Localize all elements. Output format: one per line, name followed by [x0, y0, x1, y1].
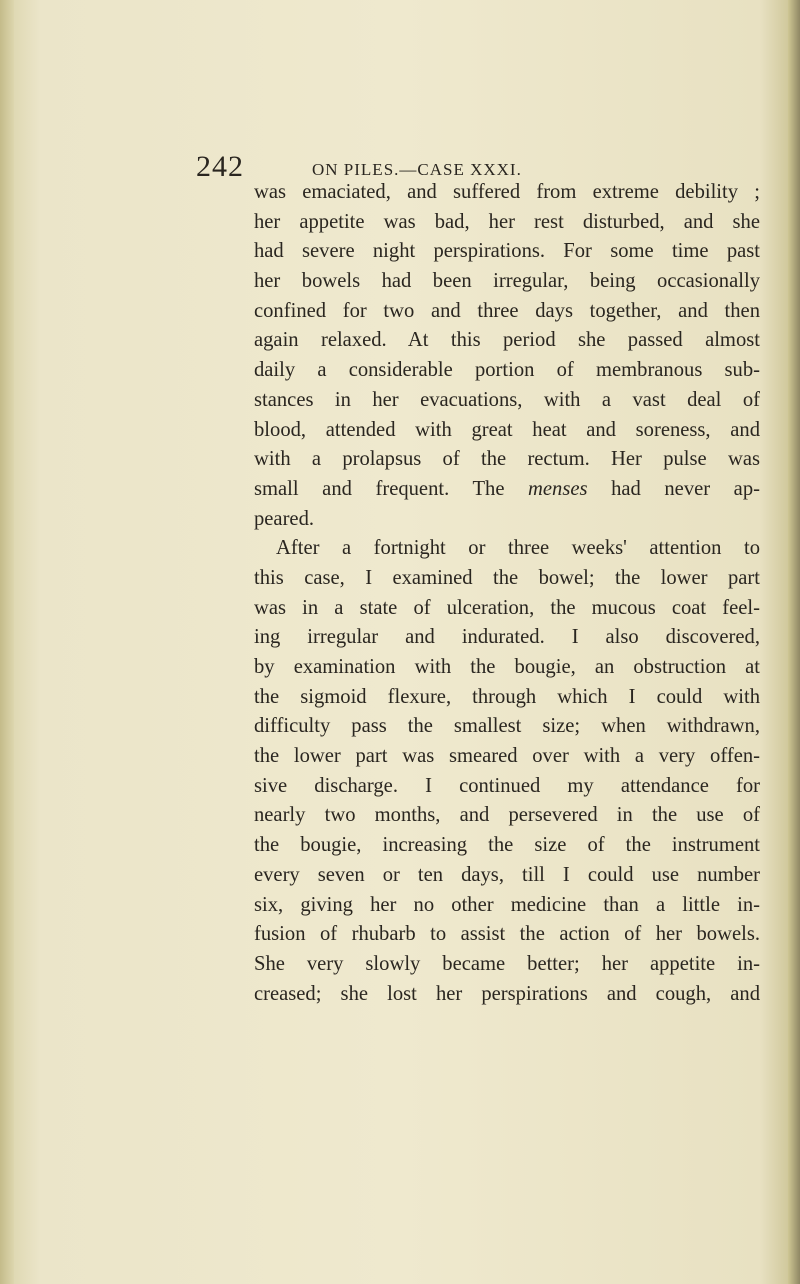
text-line: After a fortnight or three weeks' attention to — [276, 537, 760, 560]
text-segment: small and frequent. The — [254, 477, 529, 500]
text-line: peared. — [254, 507, 315, 530]
text-segment: had never ap- — [587, 477, 760, 500]
text-line: confined for two and three days together, and then — [254, 299, 760, 322]
text-line: her bowels had been irregular, being occasionally — [254, 270, 760, 293]
text-line: again relaxed. At this period she passed almost — [254, 329, 760, 352]
italic-term: menses — [528, 477, 588, 500]
text-line: creased; she lost her perspirations and cough, and — [254, 982, 760, 1005]
text-line: the bougie, increasing the size of the instrument — [254, 834, 760, 857]
text-line: was emaciated, and suffered from extreme debility ; — [254, 181, 760, 203]
text-line: this case, I examined the bowel; the lower part — [254, 566, 760, 589]
text-line: with a prolapsus of the rectum. Her pulse was — [254, 448, 760, 471]
paragraph-1 — [254, 178, 760, 534]
text-line: She very slowly became better; her appetite in- — [254, 952, 760, 975]
paragraph-2 — [254, 534, 760, 1009]
text-line: was in a state of ulceration, the mucous coat feel- — [254, 596, 760, 619]
text-line: by examination with the bougie, an obstruction at — [254, 656, 760, 678]
text-line: had severe night perspirations. For some time past — [254, 240, 760, 263]
text-line: the lower part was smeared over with a very offen- — [254, 745, 760, 768]
text-line: every seven or ten days, till I could use number — [254, 863, 760, 886]
text-line: blood, attended with great heat and soreness, and — [254, 418, 760, 441]
text-line: ing irregular and indurated. I also discovered, — [254, 626, 760, 649]
text-line: the sigmoid flexure, through which I could with — [254, 685, 760, 708]
text-line: her appetite was bad, her rest disturbed, and she — [254, 210, 760, 233]
text-line-with-italic — [254, 475, 760, 505]
text-line: sive discharge. I continued my attendance for — [254, 774, 760, 797]
text-line: fusion of rhubarb to assist the action of her bowels. — [254, 923, 760, 946]
text-line: daily a considerable portion of membranous sub- — [254, 359, 760, 382]
text-line: difficulty pass the smallest size; when withdrawn, — [254, 715, 760, 738]
page-right-edge — [788, 0, 800, 1284]
page-binding-edge — [0, 0, 14, 1284]
page-number: 242 — [196, 150, 244, 183]
body-text — [254, 178, 760, 1009]
text-line: stances in her evacuations, with a vast deal of — [254, 388, 760, 411]
running-head: ON PILES.—CASE XXXI. — [312, 160, 522, 179]
text-line: nearly two months, and persevered in the use of — [254, 804, 760, 827]
text-line: six, giving her no other medicine than a little in- — [254, 893, 760, 916]
